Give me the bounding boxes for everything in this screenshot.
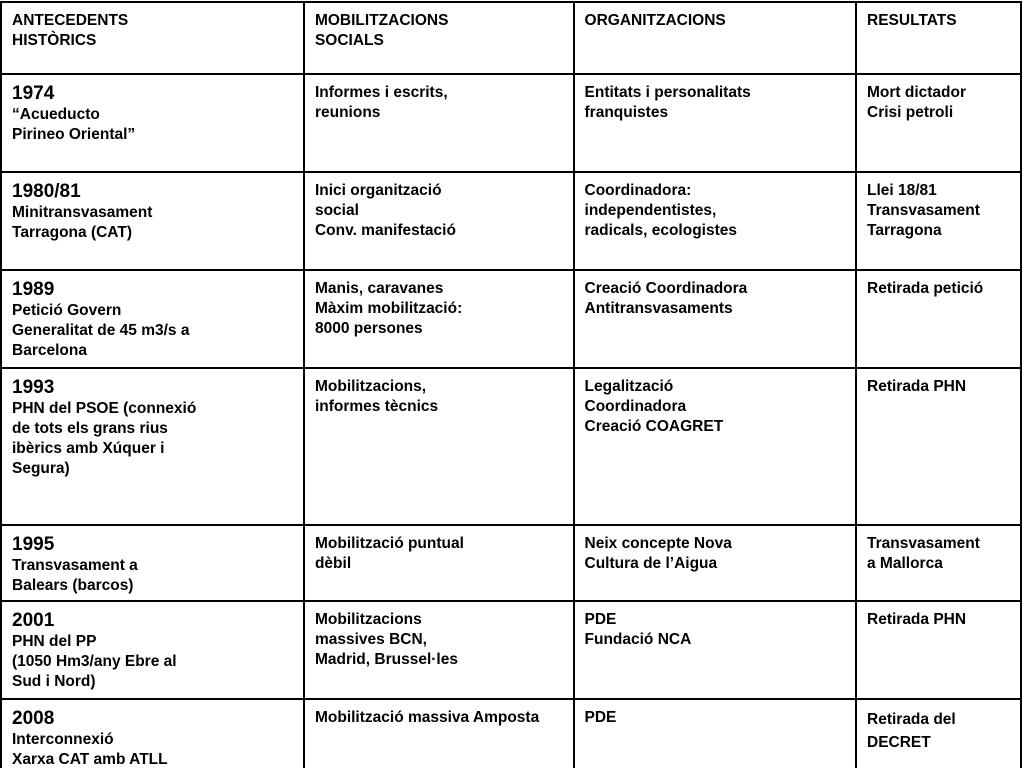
- resultats-cell: [856, 699, 1021, 768]
- cell-text-line: Informes i escrits,: [314, 84, 448, 101]
- cell-text-line: Legalització: [584, 378, 674, 395]
- cell-text-line: Llei 18/81: [867, 182, 937, 199]
- organitzacions-cell: [574, 601, 856, 699]
- antecedents-cell: [1, 74, 304, 172]
- mobilitzacions-cell: [304, 601, 574, 699]
- antecedents-cell: [1, 368, 304, 525]
- cell-text-line: ibèrics amb Xúquer i: [12, 440, 165, 457]
- column-header-line: ANTECEDENTS: [12, 12, 129, 29]
- antecedents-cell: [1, 699, 304, 768]
- year-label: 1995: [12, 534, 55, 555]
- resultats-cell: [856, 601, 1021, 699]
- cell-text-line: Entitats i personalitats: [584, 84, 751, 101]
- table-row: [1, 172, 1021, 270]
- cell-text-line: Crisi petroli: [867, 104, 954, 121]
- cell-text-line: 8000 persones: [314, 320, 423, 337]
- cell-text-line: Barcelona: [12, 342, 87, 359]
- cell-text-line: dèbil: [314, 555, 352, 572]
- cell-text-line: PDE: [584, 611, 617, 628]
- cell-text-line: Creació Coordinadora: [584, 280, 748, 297]
- cell-text-line: Transvasament: [867, 535, 980, 552]
- cell-text-line: PHN del PP: [12, 633, 97, 650]
- cell-text-line: Cultura de l’Aigua: [584, 555, 718, 572]
- year-label: 2001: [12, 610, 55, 631]
- year-label: 1980/81: [12, 181, 81, 202]
- cell-text-line: Balears (barcos): [12, 577, 134, 594]
- table-row: [1, 525, 1021, 601]
- cell-text-line: Transvasament: [867, 202, 980, 219]
- cell-text-line: franquistes: [584, 104, 669, 121]
- antecedents-cell: [1, 270, 304, 368]
- cell-text-line: Retirada PHN: [867, 611, 967, 628]
- cell-text-line: (1050 Hm3/any Ebre al: [12, 653, 177, 670]
- table-row: [1, 601, 1021, 699]
- antecedents-cell: [1, 601, 304, 699]
- cell-text-line: Mobilitzacions: [314, 611, 422, 628]
- mobilitzacions-cell: [304, 525, 574, 601]
- cell-text-line: Segura): [12, 460, 70, 477]
- organitzacions-cell: [574, 74, 856, 172]
- cell-text-line: Tarragona: [867, 222, 942, 239]
- cell-text-line: Retirada del: [867, 711, 956, 728]
- column-header-line: ORGANITZACIONS: [584, 12, 726, 29]
- cell-text-line: Antitransvasaments: [584, 300, 733, 317]
- header-row: [1, 2, 1021, 74]
- resultats-cell: [856, 270, 1021, 368]
- cell-text-line: Coordinadora:: [584, 182, 692, 199]
- cell-text-line: massives BCN,: [314, 631, 427, 648]
- cell-text-line: Interconnexió: [12, 731, 114, 748]
- organitzacions-cell: [574, 270, 856, 368]
- mobilitzacions-cell: [304, 172, 574, 270]
- column-header-line: RESULTATS: [867, 12, 957, 29]
- organitzacions-cell: [574, 172, 856, 270]
- cell-text-line: Generalitat de 45 m3/s a: [12, 322, 190, 339]
- cell-text-line: PHN del PSOE (connexió: [12, 400, 197, 417]
- cell-text-line: Mobilitzacions,: [314, 378, 427, 395]
- mobilitzacions-cell: [304, 270, 574, 368]
- cell-text-line: Neix concepte Nova: [584, 535, 732, 552]
- resultats-cell: [856, 74, 1021, 172]
- cell-text-line: Manis, caravanes: [314, 280, 444, 297]
- table-row: [1, 270, 1021, 368]
- cell-text-line: Creació COAGRET: [584, 418, 724, 435]
- cell-text-line: Petició Govern: [12, 302, 122, 319]
- cell-text-line: a Mallorca: [867, 555, 943, 572]
- cell-text-line: Mobilització puntual: [314, 535, 464, 552]
- cell-text-line: Mort dictador: [867, 84, 967, 101]
- cell-text-line: de tots els grans rius: [12, 420, 168, 437]
- cell-text-line: independentistes,: [584, 202, 717, 219]
- resultats-cell: [856, 172, 1021, 270]
- year-label: 1974: [12, 83, 55, 104]
- cell-text-line: Inici organització: [314, 182, 442, 199]
- cell-text-line: Retirada petició: [867, 280, 984, 297]
- cell-text-line: Madrid, Brussel·les: [314, 651, 458, 668]
- mobilitzacions-cell: [304, 368, 574, 525]
- column-header-line: HISTÒRICS: [12, 32, 97, 49]
- cell-text-line: Pirineo Oriental”: [12, 126, 136, 143]
- year-label: 1989: [12, 279, 55, 300]
- table-row: [1, 699, 1021, 768]
- cell-text-line: Transvasament a: [12, 557, 138, 574]
- cell-text-line: Coordinadora: [584, 398, 687, 415]
- column-header: [304, 2, 574, 74]
- table-row: [1, 368, 1021, 525]
- antecedents-cell: [1, 172, 304, 270]
- table-row: [1, 74, 1021, 172]
- mobilitzacions-cell: [304, 699, 574, 768]
- mobilitzacions-cell: [304, 74, 574, 172]
- cell-text-line: Sud i Nord): [12, 673, 96, 690]
- cell-text-line: PDE: [584, 709, 617, 726]
- cell-text-line: radicals, ecologistes: [584, 222, 738, 239]
- column-header: [856, 2, 1021, 74]
- organitzacions-cell: [574, 368, 856, 525]
- column-header-line: MOBILITZACIONS: [314, 12, 449, 29]
- cell-text-line: DECRET: [867, 734, 931, 751]
- column-header-line: SOCIALS: [314, 32, 384, 49]
- cell-text-line: “Acueducto: [12, 106, 100, 123]
- cell-text-line: Màxim mobilització:: [314, 300, 463, 317]
- cell-text-line: Minitransvasament: [12, 204, 153, 221]
- cell-text-line: Xarxa CAT amb ATLL: [12, 751, 168, 768]
- organitzacions-cell: [574, 525, 856, 601]
- resultats-cell: [856, 525, 1021, 601]
- antecedents-cell: [1, 525, 304, 601]
- cell-text-line: social: [314, 202, 359, 219]
- cell-text-line: Retirada PHN: [867, 378, 967, 395]
- cell-text-line: Fundació NCA: [584, 631, 692, 648]
- cell-text-line: Mobilització massiva Amposta: [314, 709, 540, 726]
- cell-text-line: informes tècnics: [314, 398, 439, 415]
- cell-text-line: Conv. manifestació: [314, 222, 456, 239]
- resultats-cell: [856, 368, 1021, 525]
- year-label: 2008: [12, 708, 55, 729]
- history-table: [0, 1, 1022, 768]
- cell-text-line: reunions: [314, 104, 381, 121]
- column-header: [574, 2, 856, 74]
- organitzacions-cell: [574, 699, 856, 768]
- cell-text-line: Tarragona (CAT): [12, 224, 132, 241]
- year-label: 1993: [12, 377, 55, 398]
- column-header: [1, 2, 304, 74]
